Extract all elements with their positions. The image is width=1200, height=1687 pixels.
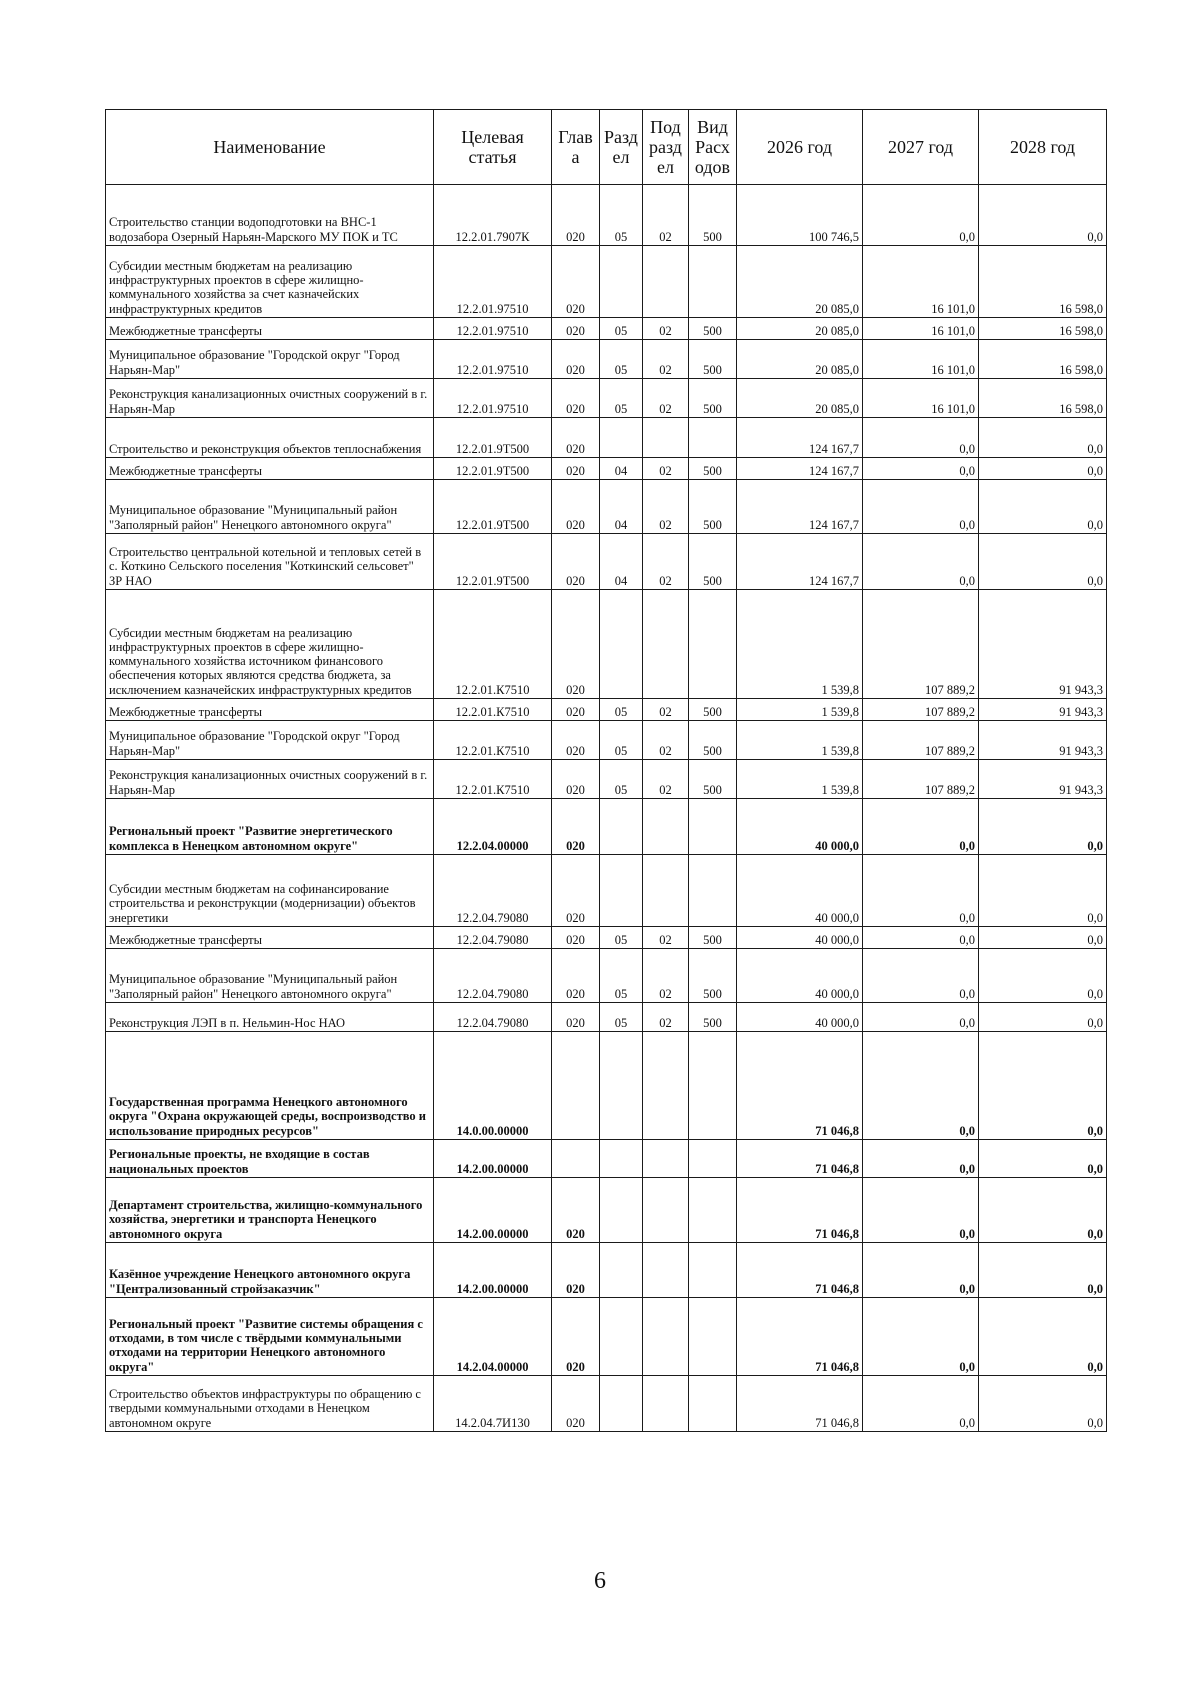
cell-chapter: 020 — [552, 590, 600, 699]
table-header-row — [106, 110, 1107, 185]
cell-section — [600, 246, 643, 318]
table-row — [106, 246, 1107, 318]
cell-section — [600, 1298, 643, 1376]
header-section: Разд ел — [600, 110, 643, 185]
cell-expense-type: 500 — [689, 927, 737, 949]
cell-2027: 0,0 — [863, 1003, 979, 1032]
cell-article: 12.2.01.К7510 — [434, 590, 552, 699]
cell-subsection — [643, 590, 689, 699]
cell-2027: 0,0 — [863, 1376, 979, 1432]
cell-subsection: 02 — [643, 1003, 689, 1032]
cell-2027: 0,0 — [863, 799, 979, 855]
table-row — [106, 760, 1107, 799]
cell-2028: 16 598,0 — [979, 340, 1107, 379]
cell-chapter: 020 — [552, 927, 600, 949]
cell-chapter: 020 — [552, 855, 600, 927]
cell-article: 12.2.01.9Т500 — [434, 534, 552, 590]
cell-section: 05 — [600, 949, 643, 1003]
cell-2026: 124 167,7 — [737, 534, 863, 590]
cell-2026: 71 046,8 — [737, 1376, 863, 1432]
cell-2028: 0,0 — [979, 799, 1107, 855]
cell-article: 14.2.04.00000 — [434, 1298, 552, 1376]
cell-2028: 0,0 — [979, 927, 1107, 949]
cell-name: Муниципальное образование "Муниципальный район "Заполярный район" Ненецкого автономного округа" — [106, 480, 434, 534]
cell-article: 12.2.01.9Т500 — [434, 418, 552, 458]
cell-chapter: 020 — [552, 340, 600, 379]
cell-name: Субсидии местным бюджетам на реализацию инфраструктурных проектов в сфере жилищно-коммунального хозяйства за счет казначейских инфраструктурных кредитов — [106, 246, 434, 318]
cell-expense-type — [689, 1298, 737, 1376]
table-row — [106, 590, 1107, 699]
cell-section — [600, 590, 643, 699]
cell-section: 04 — [600, 458, 643, 480]
cell-expense-type — [689, 855, 737, 927]
cell-subsection: 02 — [643, 760, 689, 799]
table-row — [106, 318, 1107, 340]
cell-expense-type — [689, 1243, 737, 1298]
cell-subsection — [643, 1376, 689, 1432]
cell-section: 05 — [600, 185, 643, 246]
cell-name: Региональный проект "Развитие энергетического комплекса в Ненецком автономном округе" — [106, 799, 434, 855]
cell-chapter: 020 — [552, 1243, 600, 1298]
cell-2028: 91 943,3 — [979, 590, 1107, 699]
table-row — [106, 1003, 1107, 1032]
cell-name: Реконструкция канализационных очистных сооружений в г. Нарьян-Мар — [106, 760, 434, 799]
cell-name: Реконструкция ЛЭП в п. Нельмин-Нос НАО — [106, 1003, 434, 1032]
table-row — [106, 721, 1107, 760]
cell-name: Субсидии местным бюджетам на реализацию инфраструктурных проектов в сфере жилищно-коммунального хозяйства источником финансового обеспечения которых являются средства бюджета, за исключением казначейских инфраструктурных кредитов — [106, 590, 434, 699]
table-row — [106, 1140, 1107, 1178]
cell-2028: 0,0 — [979, 458, 1107, 480]
cell-article: 12.2.01.9Т500 — [434, 480, 552, 534]
cell-chapter: 020 — [552, 1178, 600, 1243]
cell-2028: 0,0 — [979, 1376, 1107, 1432]
cell-2028: 91 943,3 — [979, 699, 1107, 721]
cell-expense-type: 500 — [689, 379, 737, 418]
table-row — [106, 418, 1107, 458]
cell-chapter — [552, 1032, 600, 1140]
cell-article: 12.2.01.7907К — [434, 185, 552, 246]
cell-name: Муниципальное образование "Городской округ "Город Нарьян-Мар" — [106, 721, 434, 760]
cell-2026: 124 167,7 — [737, 418, 863, 458]
cell-2026: 40 000,0 — [737, 927, 863, 949]
cell-chapter: 020 — [552, 1003, 600, 1032]
cell-subsection: 02 — [643, 458, 689, 480]
cell-section — [600, 1243, 643, 1298]
cell-chapter: 020 — [552, 1376, 600, 1432]
cell-2027: 0,0 — [863, 1298, 979, 1376]
cell-subsection: 02 — [643, 927, 689, 949]
cell-name: Муниципальное образование "Городской округ "Город Нарьян-Мар" — [106, 340, 434, 379]
table-row — [106, 534, 1107, 590]
cell-chapter: 020 — [552, 246, 600, 318]
header-target-article: Целевая статья — [434, 110, 552, 185]
cell-chapter: 020 — [552, 760, 600, 799]
cell-expense-type: 500 — [689, 480, 737, 534]
cell-name: Государственная программа Ненецкого автономного округа "Охрана окружающей среды, воспроизводство и использование природных ресурсов" — [106, 1032, 434, 1140]
cell-article: 12.2.04.79080 — [434, 855, 552, 927]
cell-2026: 100 746,5 — [737, 185, 863, 246]
cell-section — [600, 799, 643, 855]
cell-2026: 124 167,7 — [737, 458, 863, 480]
cell-2026: 1 539,8 — [737, 721, 863, 760]
cell-2026: 40 000,0 — [737, 799, 863, 855]
cell-section: 05 — [600, 379, 643, 418]
table-row — [106, 379, 1107, 418]
cell-chapter: 020 — [552, 721, 600, 760]
cell-subsection: 02 — [643, 318, 689, 340]
table-row — [106, 927, 1107, 949]
cell-subsection: 02 — [643, 699, 689, 721]
cell-article: 12.2.01.97510 — [434, 318, 552, 340]
table-row — [106, 1178, 1107, 1243]
cell-2028: 0,0 — [979, 1003, 1107, 1032]
cell-section: 05 — [600, 927, 643, 949]
cell-expense-type: 500 — [689, 340, 737, 379]
cell-expense-type: 500 — [689, 458, 737, 480]
cell-chapter: 020 — [552, 699, 600, 721]
cell-2027: 107 889,2 — [863, 760, 979, 799]
cell-expense-type — [689, 1032, 737, 1140]
cell-section — [600, 1178, 643, 1243]
cell-2027: 107 889,2 — [863, 590, 979, 699]
cell-2028: 16 598,0 — [979, 379, 1107, 418]
cell-name: Реконструкция канализационных очистных сооружений в г. Нарьян-Мар — [106, 379, 434, 418]
cell-chapter: 020 — [552, 949, 600, 1003]
budget-table — [105, 109, 1107, 1432]
cell-2027: 0,0 — [863, 855, 979, 927]
cell-article: 12.2.01.9Т500 — [434, 458, 552, 480]
cell-2027: 0,0 — [863, 480, 979, 534]
cell-2027: 0,0 — [863, 458, 979, 480]
cell-expense-type: 500 — [689, 949, 737, 1003]
cell-name: Строительство и реконструкция объектов теплоснабжения — [106, 418, 434, 458]
cell-name: Межбюджетные трансферты — [106, 699, 434, 721]
cell-2026: 71 046,8 — [737, 1178, 863, 1243]
cell-2026: 20 085,0 — [737, 340, 863, 379]
cell-name: Строительство объектов инфраструктуры по обращению с твердыми коммунальными отходами в Ненецком автономном округе — [106, 1376, 434, 1432]
header-2026: 2026 год — [737, 110, 863, 185]
cell-expense-type: 500 — [689, 721, 737, 760]
cell-article: 14.2.04.7И130 — [434, 1376, 552, 1432]
cell-subsection: 02 — [643, 379, 689, 418]
cell-name: Казённое учреждение Ненецкого автономного округа "Централизованный стройзаказчик" — [106, 1243, 434, 1298]
cell-2027: 16 101,0 — [863, 379, 979, 418]
cell-article: 14.2.00.00000 — [434, 1243, 552, 1298]
cell-2027: 0,0 — [863, 1243, 979, 1298]
cell-article: 14.2.00.00000 — [434, 1140, 552, 1178]
cell-2028: 16 598,0 — [979, 246, 1107, 318]
cell-2027: 0,0 — [863, 1140, 979, 1178]
cell-2028: 0,0 — [979, 418, 1107, 458]
table-row — [106, 340, 1107, 379]
cell-chapter: 020 — [552, 185, 600, 246]
cell-article: 12.2.01.К7510 — [434, 699, 552, 721]
cell-section: 05 — [600, 721, 643, 760]
cell-section: 05 — [600, 760, 643, 799]
cell-article: 12.2.04.79080 — [434, 927, 552, 949]
cell-2028: 0,0 — [979, 1032, 1107, 1140]
header-name: Наименование — [106, 110, 434, 185]
cell-subsection: 02 — [643, 949, 689, 1003]
cell-section — [600, 855, 643, 927]
cell-name: Межбюджетные трансферты — [106, 927, 434, 949]
table-row — [106, 1032, 1107, 1140]
cell-section: 05 — [600, 699, 643, 721]
cell-2026: 1 539,8 — [737, 699, 863, 721]
cell-subsection: 02 — [643, 534, 689, 590]
cell-2027: 16 101,0 — [863, 318, 979, 340]
table-row — [106, 1243, 1107, 1298]
cell-article: 12.2.01.К7510 — [434, 721, 552, 760]
table-row — [106, 185, 1107, 246]
page-number: 6 — [594, 1568, 606, 1594]
cell-expense-type: 500 — [689, 1003, 737, 1032]
header-chapter: Глав а — [552, 110, 600, 185]
cell-article: 12.2.01.К7510 — [434, 760, 552, 799]
cell-expense-type: 500 — [689, 185, 737, 246]
cell-chapter: 020 — [552, 534, 600, 590]
cell-expense-type — [689, 590, 737, 699]
cell-article: 12.2.01.97510 — [434, 379, 552, 418]
table-row — [106, 855, 1107, 927]
cell-2027: 107 889,2 — [863, 699, 979, 721]
cell-expense-type — [689, 799, 737, 855]
cell-chapter: 020 — [552, 318, 600, 340]
cell-name: Региональный проект "Развитие системы обращения с отходами, в том числе с твёрдыми коммунальными отходами на территории Ненецкого автономного округа" — [106, 1298, 434, 1376]
cell-2027: 0,0 — [863, 1178, 979, 1243]
cell-subsection — [643, 1032, 689, 1140]
cell-2028: 0,0 — [979, 855, 1107, 927]
cell-2026: 1 539,8 — [737, 760, 863, 799]
cell-2026: 20 085,0 — [737, 318, 863, 340]
cell-section: 05 — [600, 318, 643, 340]
cell-2026: 40 000,0 — [737, 1003, 863, 1032]
cell-name: Межбюджетные трансферты — [106, 318, 434, 340]
cell-2026: 124 167,7 — [737, 480, 863, 534]
table-row — [106, 949, 1107, 1003]
cell-2028: 0,0 — [979, 480, 1107, 534]
cell-2027: 0,0 — [863, 949, 979, 1003]
cell-expense-type: 500 — [689, 534, 737, 590]
cell-subsection — [643, 1298, 689, 1376]
cell-expense-type: 500 — [689, 760, 737, 799]
cell-2028: 91 943,3 — [979, 721, 1107, 760]
cell-2028: 91 943,3 — [979, 760, 1107, 799]
cell-name: Субсидии местным бюджетам на софинансирование строительства и реконструкции (модернизации) объектов энергетики — [106, 855, 434, 927]
cell-2026: 71 046,8 — [737, 1243, 863, 1298]
cell-expense-type: 500 — [689, 699, 737, 721]
cell-subsection — [643, 1243, 689, 1298]
cell-subsection: 02 — [643, 480, 689, 534]
cell-2028: 0,0 — [979, 1178, 1107, 1243]
cell-section: 04 — [600, 480, 643, 534]
cell-subsection — [643, 1178, 689, 1243]
header-2028: 2028 год — [979, 110, 1107, 185]
cell-2028: 0,0 — [979, 949, 1107, 1003]
cell-expense-type — [689, 418, 737, 458]
cell-2028: 0,0 — [979, 1140, 1107, 1178]
cell-article: 12.2.01.97510 — [434, 246, 552, 318]
cell-section — [600, 418, 643, 458]
cell-2026: 71 046,8 — [737, 1140, 863, 1178]
table-row — [106, 480, 1107, 534]
cell-subsection — [643, 1140, 689, 1178]
cell-subsection — [643, 418, 689, 458]
cell-2026: 40 000,0 — [737, 949, 863, 1003]
cell-2028: 16 598,0 — [979, 318, 1107, 340]
cell-2026: 71 046,8 — [737, 1298, 863, 1376]
cell-chapter: 020 — [552, 379, 600, 418]
cell-expense-type: 500 — [689, 318, 737, 340]
cell-2028: 0,0 — [979, 1298, 1107, 1376]
cell-expense-type — [689, 1140, 737, 1178]
cell-expense-type — [689, 1376, 737, 1432]
cell-2028: 0,0 — [979, 185, 1107, 246]
table-body — [106, 185, 1107, 1432]
cell-name: Межбюджетные трансферты — [106, 458, 434, 480]
cell-chapter: 020 — [552, 1298, 600, 1376]
cell-section — [600, 1032, 643, 1140]
cell-2027: 0,0 — [863, 185, 979, 246]
cell-2026: 40 000,0 — [737, 855, 863, 927]
cell-2026: 20 085,0 — [737, 246, 863, 318]
cell-name: Региональные проекты, не входящие в состав национальных проектов — [106, 1140, 434, 1178]
cell-2027: 0,0 — [863, 1032, 979, 1140]
cell-section — [600, 1140, 643, 1178]
cell-article: 12.2.04.00000 — [434, 799, 552, 855]
table-row — [106, 1376, 1107, 1432]
cell-2028: 0,0 — [979, 1243, 1107, 1298]
cell-subsection — [643, 855, 689, 927]
cell-article: 12.2.04.79080 — [434, 949, 552, 1003]
cell-subsection: 02 — [643, 340, 689, 379]
cell-2026: 1 539,8 — [737, 590, 863, 699]
cell-2027: 16 101,0 — [863, 340, 979, 379]
header-2027: 2027 год — [863, 110, 979, 185]
cell-section — [600, 1376, 643, 1432]
cell-2028: 0,0 — [979, 534, 1107, 590]
table-row — [106, 458, 1107, 480]
cell-name: Департамент строительства, жилищно-коммунального хозяйства, энергетики и транспорта Ненецкого автономного округа — [106, 1178, 434, 1243]
cell-2027: 0,0 — [863, 927, 979, 949]
cell-expense-type — [689, 1178, 737, 1243]
cell-2027: 16 101,0 — [863, 246, 979, 318]
cell-article: 12.2.04.79080 — [434, 1003, 552, 1032]
cell-chapter: 020 — [552, 418, 600, 458]
cell-subsection — [643, 799, 689, 855]
header-subsection: Под разд ел — [643, 110, 689, 185]
cell-section: 05 — [600, 340, 643, 379]
cell-chapter: 020 — [552, 458, 600, 480]
cell-chapter: 020 — [552, 480, 600, 534]
cell-subsection — [643, 246, 689, 318]
table-row — [106, 1298, 1107, 1376]
table-row — [106, 699, 1107, 721]
cell-name: Муниципальное образование "Муниципальный район "Заполярный район" Ненецкого автономного округа" — [106, 949, 434, 1003]
cell-chapter: 020 — [552, 799, 600, 855]
header-expense-type: Вид Расх одов — [689, 110, 737, 185]
cell-2027: 107 889,2 — [863, 721, 979, 760]
cell-expense-type — [689, 246, 737, 318]
cell-subsection: 02 — [643, 721, 689, 760]
cell-article: 14.2.00.00000 — [434, 1178, 552, 1243]
cell-2026: 20 085,0 — [737, 379, 863, 418]
cell-article: 12.2.01.97510 — [434, 340, 552, 379]
cell-article: 14.0.00.00000 — [434, 1032, 552, 1140]
cell-section: 04 — [600, 534, 643, 590]
cell-chapter — [552, 1140, 600, 1178]
table-row — [106, 799, 1107, 855]
cell-2026: 71 046,8 — [737, 1032, 863, 1140]
cell-2027: 0,0 — [863, 534, 979, 590]
cell-name: Строительство станции водоподготовки на ВНС-1 водозабора Озерный Нарьян-Марского МУ ПОК и ТС — [106, 185, 434, 246]
cell-section: 05 — [600, 1003, 643, 1032]
cell-2027: 0,0 — [863, 418, 979, 458]
cell-name: Строительство центральной котельной и тепловых сетей в с. Коткино Сельского поселения "Коткинский сельсовет" ЗР НАО — [106, 534, 434, 590]
cell-subsection: 02 — [643, 185, 689, 246]
